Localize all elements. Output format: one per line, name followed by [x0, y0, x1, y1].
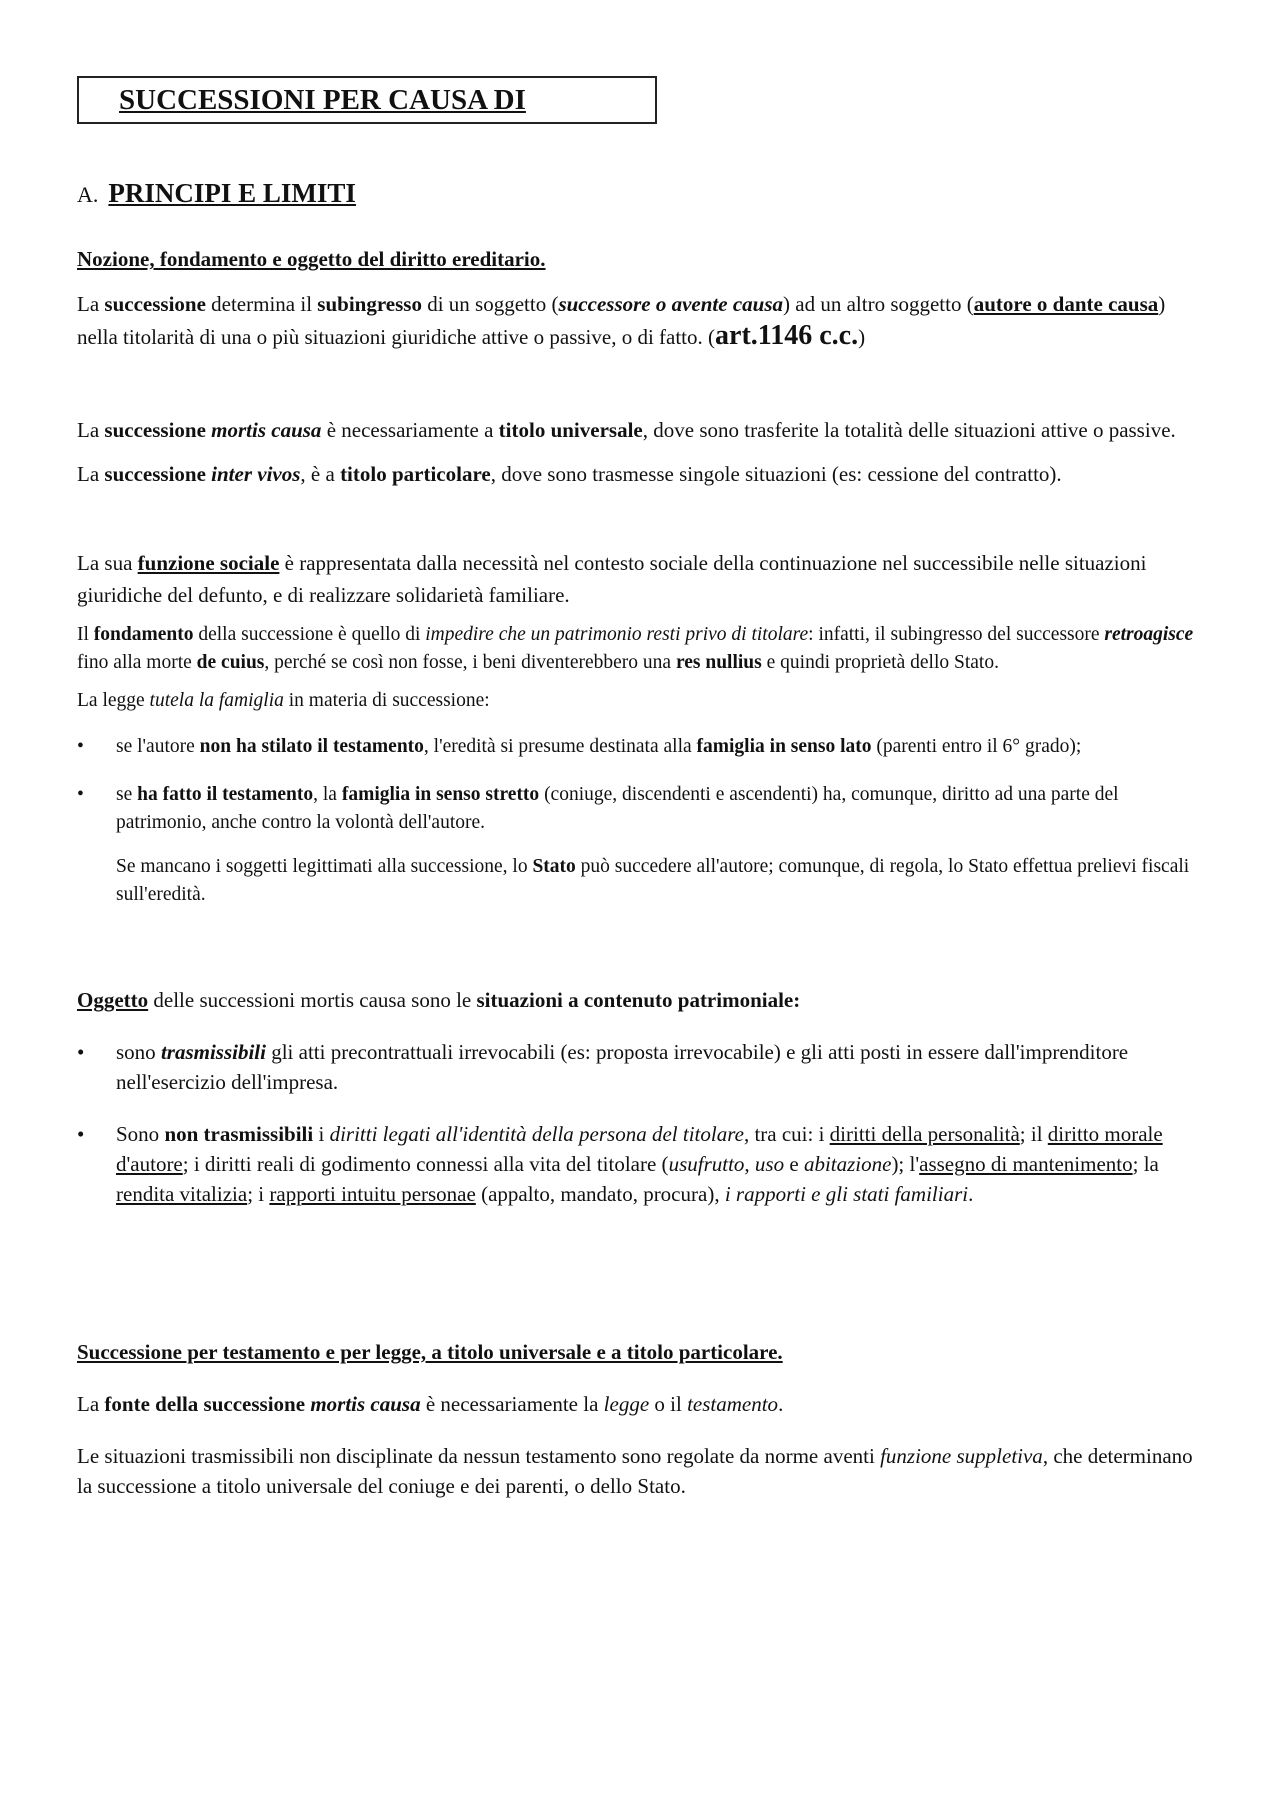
subheading-testamento: Successione per testamento e per legge, a titolo universale e a titolo particolare.	[77, 1340, 783, 1364]
paragraph-fondamento: Il fondamento della successione è quello di impedire che un patrimonio resti privo di titolare: infatti, il subingresso del successore retroagisce fino alla morte de cuius, perché se così non fosse, i beni diventerebbero una res nullius e quindi proprietà dello Stato.	[77, 624, 1194, 673]
list-item: • Sono non trasmissibili i diritti legati all'identità della persona del titolare, tra cui: i diritti della personalità; il diritto morale d'autore; i diritti reali di godimento connessi alla vita del titolare (usufrutto, uso e abitazione); l'assegno di mantenimento; la rendita vitalizia; i rapporti intuitu personae (appalto, mandato, procura), i rapporti e gli stati familiari.	[77, 1119, 1203, 1209]
section-letter: A.	[77, 182, 99, 207]
paragraph-stato: Se mancano i soggetti legittimati alla successione, lo Stato può succedere all'autore; comunque, di regola, lo Stato effettua prelievi fiscali sull'eredità.	[116, 856, 1190, 905]
section-title: PRINCIPI E LIMITI	[108, 178, 356, 208]
list-oggetto	[77, 1037, 1203, 1209]
paragraph-mortis-causa: La successione mortis causa è necessariamente a titolo universale, dove sono trasferite la totalità delle situazioni attive o passive.	[77, 418, 1176, 442]
list-item: • se l'autore non ha stilato il testamento, l'eredità si presume destinata alla famiglia in senso lato (parenti entro il 6° grado);	[77, 733, 1203, 761]
paragraph-definizione: La successione determina il subingresso di un soggetto (successore o avente causa) ad un altro soggetto (autore o dante causa) nella titolarità di una o più situazioni giuridiche attive o passive, o di fatto. (art.1146 c.c.)	[77, 292, 1166, 351]
document-title: SUCCESSIONI PER CAUSA DI	[77, 76, 657, 124]
paragraph-inter-vivos: La successione inter vivos, è a titolo particolare, dove sono trasmesse singole situazioni (es: cessione del contratto).	[77, 462, 1062, 486]
paragraph-suppletiva: Le situazioni trasmissibili non disciplinate da nessun testamento sono regolate da norme aventi funzione suppletiva, che determinano la successione a titolo universale del coniuge e dei parenti, o dello Stato.	[77, 1444, 1193, 1498]
list-tutela	[77, 733, 1203, 837]
list-item: • sono trasmissibili gli atti precontrattuali irrevocabili (es: proposta irrevocabile) e gli atti posti in essere dall'imprenditore nell'esercizio dell'impresa.	[77, 1037, 1203, 1097]
paragraph-funzione-sociale: La sua funzione sociale è rappresentata dalla necessità nel contesto sociale della continuazione nel successibile nelle situazioni giuridiche del defunto, e di realizzare solidarietà familiare.	[77, 551, 1147, 607]
list-item: • se ha fatto il testamento, la famiglia in senso stretto (coniuge, discendenti e ascendenti) ha, comunque, diritto ad una parte del patrimonio, anche contro la volontà dell'autore.	[77, 781, 1203, 837]
paragraph-tutela-famiglia: La legge tutela la famiglia in materia di successione:	[77, 690, 490, 711]
subheading-nozione: Nozione, fondamento e oggetto del diritto ereditario.	[77, 247, 546, 271]
section-heading	[77, 176, 1203, 212]
paragraph-oggetto: Oggetto delle successioni mortis causa sono le situazioni a contenuto patrimoniale:	[77, 988, 801, 1012]
paragraph-fonte: La fonte della successione mortis causa è necessariamente la legge o il testamento.	[77, 1392, 784, 1416]
article-reference: art.1146 c.c.	[715, 320, 859, 351]
